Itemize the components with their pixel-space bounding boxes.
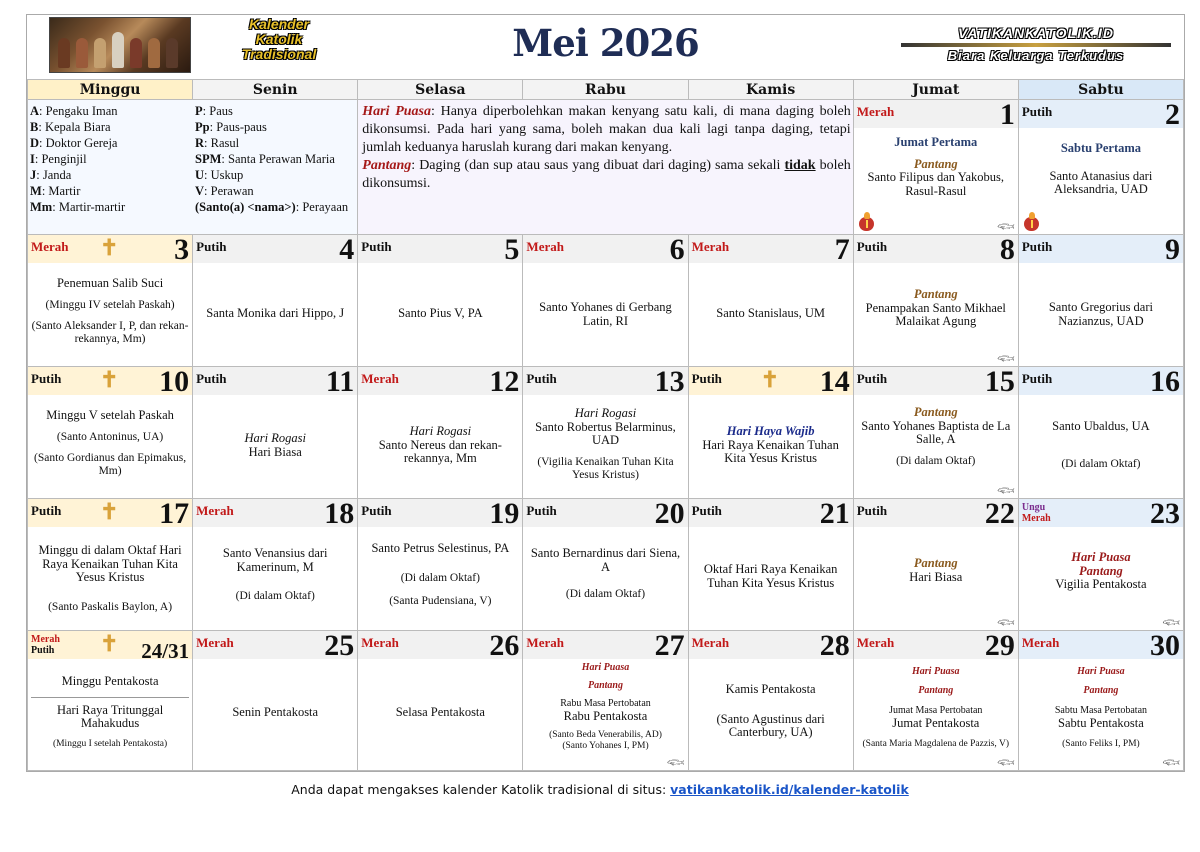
day-cell-18: Merah 18 Santo Venansius dari Kamerinum, M (Di dalam Oktaf) [193,499,358,631]
day-number: 4 [339,233,355,266]
cross-icon: ✝ [100,235,119,260]
day-cell-25: Merah 25 Senin Pentakosta [193,631,358,771]
legend-item: P: Paus [195,104,233,118]
calendar-link[interactable]: vatikankatolik.id/kalender-katolik [670,782,909,797]
day-number: 8 [999,233,1015,266]
legend-item: I: Penginjil [30,152,87,166]
day-number: 22 [984,497,1015,530]
day-cell-27: Merah 27 Hari Puasa Pantang Rabu Masa Pertobatan Rabu Pentakosta (Santo Beda Venerabilis, AD) (Santo Yohanes I, PM) 𓆟 [523,631,688,771]
weekday-wednesday: Rabu [523,80,688,100]
fasting-note: Hari Puasa: Hanya diperbolehkan makan kenyang satu kali, di mana daging boleh dikonsumsi. Pada hari yang sama, boleh makan dua kali lagi tanpa daging, tetapi jumlah keduanya haruslah kurang dari makan kenyang. Pantang: Daging (dan sup atau saus yang dibuat dari daging) sama sekali tidak boleh dikonsumsi. [358,100,853,235]
day-number: 21 [819,497,850,530]
cross-icon: ✝ [100,631,119,656]
day-cell-29: Merah 29 Hari Puasa Pantang Jumat Masa Pertobatan Jumat Pentakosta (Santa Maria Magdalena de Pazzis, V) 𓆟 [853,631,1018,771]
liturgical-color-1: Ungu Merah [1021,502,1051,524]
fish-icon: 𓆟 [1162,755,1180,770]
day-cell-19: Putih 19 Santo Petrus Selestinus, PA (Di dalam Oktaf) (Santa Pudensiana, V) [358,499,523,631]
day-cell-21: Putih 21 Oktaf Hari Raya Kenaikan Tuhan Kita Yesus Kristus [688,499,853,631]
day-number: 12 [489,365,520,398]
day-cell-23: Ungu Merah 23 Hari Puasa Pantang Vigilia Pentakosta 𓆟 [1018,499,1183,631]
day-number: 20 [654,497,685,530]
site-logo [901,25,1171,63]
day-number: 29 [984,629,1015,662]
cross-icon: ✝ [100,367,119,392]
fish-icon: 𓆟 [997,483,1015,498]
day-cell-3: Merah ✝ 3 Penemuan Salib Suci (Minggu IV setelah Paskah) (Santo Aleksander I, P, dan rekan-rekannya, Mm) [28,235,193,367]
day-cell-8: Putih 8 Pantang Penampakan Santo Mikhael Malaikat Agung 𓆟 [853,235,1018,367]
month-title: Mei 2026 [512,21,699,65]
calendar-grid [27,79,1184,771]
legend-item: D: Doktor Gereja [30,136,118,150]
day-number: 19 [489,497,520,530]
day-number: 6 [669,233,685,266]
day-number: 17 [159,497,190,530]
logo-line-2: Katolik [255,31,303,47]
day-number: 27 [654,629,685,662]
day-cell-12: Merah 12 Hari Rogasi Santo Nereus dan rekan-rekannya, Mm [358,367,523,499]
day-number: 1 [999,98,1015,131]
fish-icon: 𓆟 [997,615,1015,630]
fish-icon: 𓆟 [997,755,1015,770]
day-cell-28: Merah 28 Kamis Pentakosta (Santo Agustinus dari Canterbury, UA) [688,631,853,771]
legend-item: SPM: Santa Perawan Maria [195,152,335,166]
calendar-page [26,14,1185,772]
day-number: 7 [834,233,850,266]
pantang-label: Pantang [362,158,412,173]
cross-icon: ✝ [760,367,779,392]
weekday-sunday: Minggu [28,80,193,100]
legend-item: A: Pengaku Iman [30,104,118,118]
day-cell-26: Merah 26 Selasa Pentakosta [358,631,523,771]
day-cell-13: Putih 13 Hari Rogasi Santo Robertus Belarminus, UAD (Vigilia Kenaikan Tuhan Kita Yesus Kristus) [523,367,688,499]
footer [0,782,1200,797]
day-number: 28 [819,629,850,662]
day-number: 13 [654,365,685,398]
day-number: 14 [819,365,850,398]
legend-item: M: Martir [30,184,81,198]
day-number: 25 [324,629,355,662]
immaculate-heart-icon [1023,212,1041,232]
day-number: 15 [984,365,1015,398]
weekday-thursday: Kamis [688,80,853,100]
site-name: VATIKANKATOLIK.ID [958,25,1114,41]
legend-right [195,103,348,215]
weekday-tuesday: Selasa [358,80,523,100]
calendar-header [27,15,1184,79]
fish-icon: 𓆟 [997,351,1015,366]
day-cell-4: Putih 4 Santa Monika dari Hippo, J [193,235,358,367]
day-number: 10 [159,365,190,398]
weekday-saturday: Sabtu [1018,80,1183,100]
sacred-heart-icon [858,212,876,232]
legend-item: U: Uskup [195,168,244,182]
day-cell-24-31: Merah Putih ✝ 24/31 Minggu Pentakosta Hari Raya Tritunggal Mahakudus (Minggu I setelah Pentakosta) [28,631,193,771]
day-number: 11 [325,365,355,398]
fish-icon: 𓆟 [666,755,685,770]
legend-item: (Santo(a) <nama>): Perayaan [195,200,349,214]
footer-text: Anda dapat mengakses kalender Katolik tradisional di situs: [291,782,671,797]
day-cell-16: Putih 16 Santo Ubaldus, UA (Di dalam Oktaf) [1018,367,1183,499]
legend-item: Pp: Paus-paus [195,120,267,134]
day-number: 3 [174,233,190,266]
day-cell-9: Putih 9 Santo Gregorius dari Nazianzus, UAD [1018,235,1183,367]
day-number: 23 [1150,497,1180,530]
legend-item: V: Perawan [195,184,254,198]
day-number: 9 [1165,233,1180,266]
day-cell-11: Putih 11 Hari Rogasi Hari Biasa [193,367,358,499]
day-cell-17: Putih ✝ 17 Minggu di dalam Oktaf Hari Raya Kenaikan Tuhan Kita Yesus Kristus (Santo Paskalis Baylon, A) [28,499,193,631]
legend-item: Mm: Martir-martir [30,200,126,214]
day-number: 18 [324,497,355,530]
day-cell-15: Putih 15 Pantang Santo Yohanes Baptista de La Salle, A (Di dalam Oktaf) 𓆟 [853,367,1018,499]
legend-item: B: Kepala Biara [30,120,111,134]
logo-line-1: Kalender [249,16,309,32]
abbreviation-legend [28,100,358,235]
day-cell-7: Merah 7 Santo Stanislaus, UM [688,235,853,367]
site-subtitle: Biara Keluarga Terkudus [947,48,1125,63]
weekday-monday: Senin [193,80,358,100]
day-cell-14: Putih ✝ 14 Hari Haya Wajib Hari Raya Kenaikan Tuhan Kita Yesus Kristus [688,367,853,499]
liturgical-color-1: Merah Putih [31,634,60,656]
day-cell-10: Putih ✝ 10 Minggu V setelah Paskah (Santo Antoninus, UA) (Santo Gordianus dan Epimakus, Mm) [28,367,193,499]
weekday-friday: Jumat [853,80,1018,100]
day-number: 30 [1150,629,1180,662]
day-cell-22: Putih 22 Pantang Hari Biasa 𓆟 [853,499,1018,631]
cross-icon: ✝ [100,499,119,524]
logo-line-3: Tradisional [241,46,317,62]
day-number: 5 [504,233,520,266]
day-cell-30: Merah 30 Hari Puasa Pantang Sabtu Masa Pertobatan Sabtu Pentakosta (Santo Feliks I, PM) 𓆟 [1018,631,1183,771]
day-cell-5: Putih 5 Santo Pius V, PA [358,235,523,367]
puasa-label: Hari Puasa [362,104,431,119]
day-cell-20: Putih 20 Santo Bernardinus dari Siena, A (Di dalam Oktaf) [523,499,688,631]
day-cell-6: Merah 6 Santo Yohanes di Gerbang Latin, RI [523,235,688,367]
day-number: 16 [1150,365,1180,398]
day-number: 24/31 [141,639,190,663]
day-cell-1: Merah 1 Jumat Pertama Pantang Santo Filipus dan Yakobus, Rasul-Rasul 𓆟 [853,100,1018,235]
day-cell-2: Putih 2 Sabtu Pertama Santo Atanasius dari Aleksandria, UAD [1018,100,1183,235]
day-number: 2 [1165,98,1180,131]
fish-icon: 𓆟 [1162,615,1180,630]
fish-icon: 𓆟 [997,219,1015,234]
legend-item: J: Janda [30,168,72,182]
day-number: 26 [489,629,520,662]
legend-item: R: Rasul [195,136,240,150]
legend-left [30,103,125,215]
